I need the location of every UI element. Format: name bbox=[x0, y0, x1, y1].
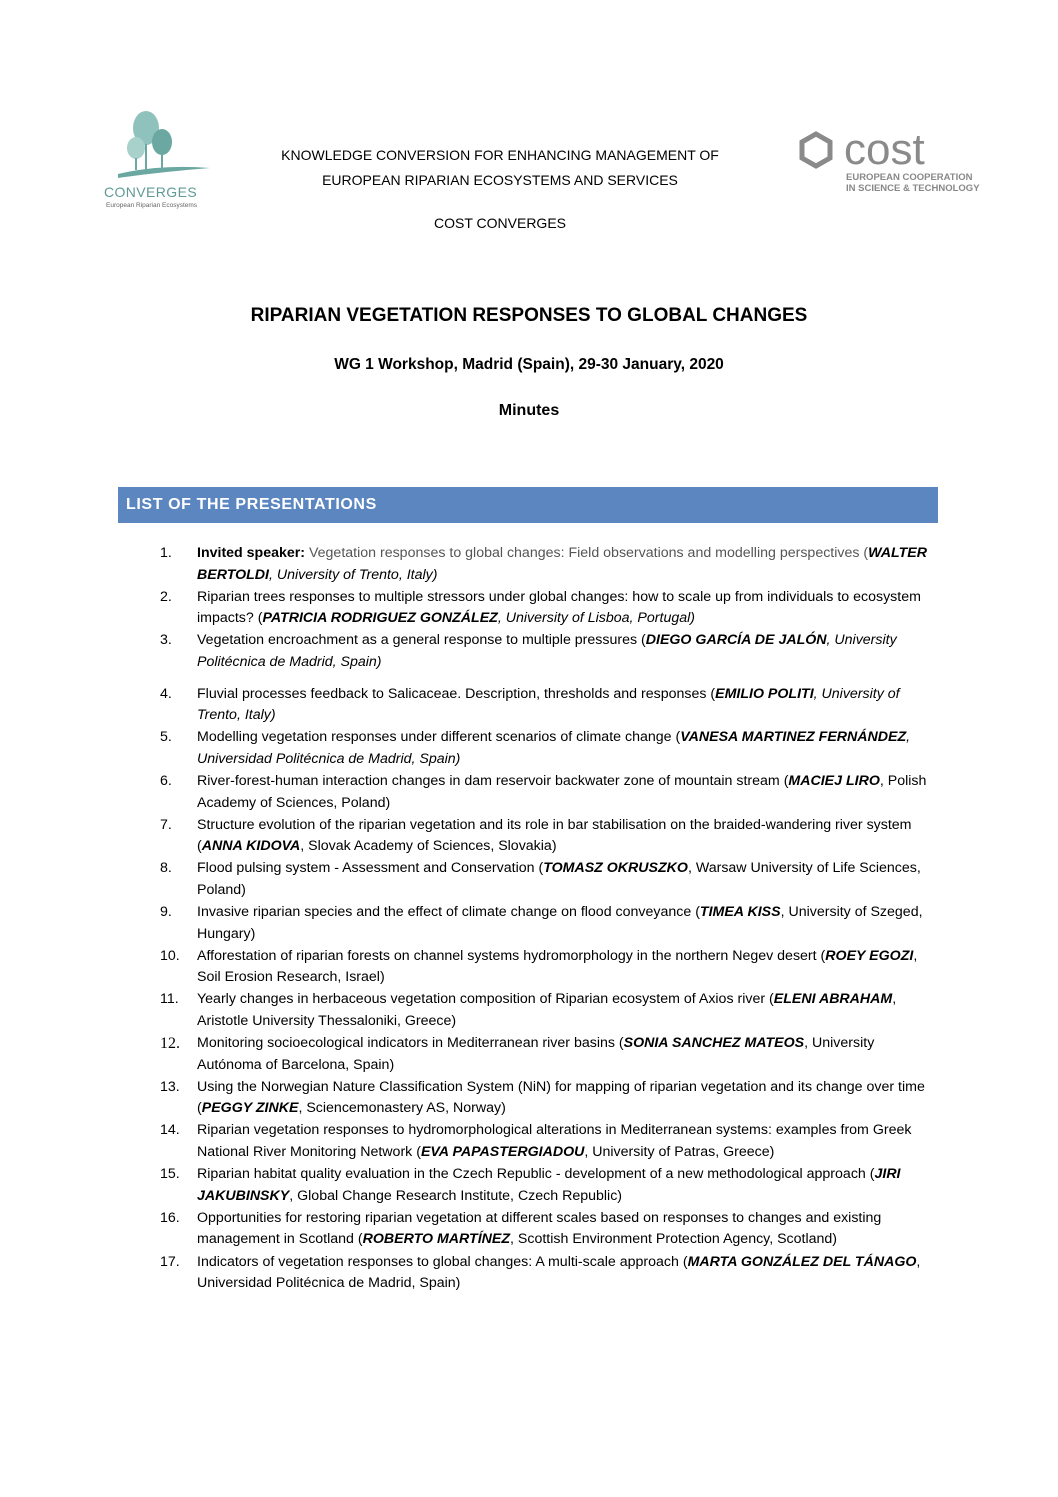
presentation-title: Using the Norwegian Nature Classification System (NiN) for mapping of riparian vegetation and its change over time bbox=[197, 1078, 925, 1095]
list-item-text bbox=[197, 1208, 930, 1251]
list-item-text bbox=[197, 727, 930, 770]
presentation-paren: ( bbox=[691, 904, 700, 920]
presentation-author: ANNA KIDOVA bbox=[201, 838, 301, 855]
presentation-title: Invasive riparian species and the effect of climate change on flood conveyance bbox=[197, 904, 692, 920]
list-item bbox=[160, 1120, 930, 1163]
presentation-paren: ( bbox=[671, 729, 681, 746]
list-item bbox=[160, 684, 930, 727]
list-item-number: 1. bbox=[160, 545, 172, 561]
list-item-text bbox=[197, 946, 930, 989]
list-item-text bbox=[197, 902, 930, 945]
list-item-number: 11. bbox=[160, 991, 179, 1008]
list-item bbox=[160, 727, 930, 770]
presentation-affiliation: , Universidad Politécnica de Madrid, Spain) bbox=[197, 1253, 921, 1292]
header-line-2: EUROPEAN RIPARIAN ECOSYSTEMS AND SERVICES bbox=[322, 172, 678, 188]
cost-logo-subtitle bbox=[846, 172, 980, 194]
list-item-text bbox=[197, 1077, 930, 1120]
list-item-number: 12. bbox=[160, 1035, 180, 1053]
presentation-title: Monitoring socioecological indicators in Mediterranean river basins bbox=[197, 1035, 615, 1052]
workshop-line: WG 1 Workshop, Madrid (Spain), 29-30 January, 2020 bbox=[334, 356, 724, 373]
presentation-title: Structure evolution of the riparian vegetation and its role in bar stabilisation on the braided-wandering river system bbox=[197, 816, 912, 833]
presentation-paren: ( bbox=[353, 1231, 363, 1248]
section-header-presentations: LIST OF THE PRESENTATIONS bbox=[118, 487, 938, 523]
list-item bbox=[160, 989, 930, 1032]
presentation-affiliation: , University Autónoma of Barcelona, Spain) bbox=[197, 1035, 875, 1073]
presentation-author: SONIA SANCHEZ MATEOS bbox=[623, 1035, 805, 1052]
document-title: RIPARIAN VEGETATION RESPONSES TO GLOBAL CHANGES bbox=[250, 305, 808, 326]
presentation-affiliation: , Slovak Academy of Sciences, Slovakia) bbox=[300, 838, 557, 855]
list-item bbox=[160, 543, 930, 586]
presentation-affiliation: , University of Trento, Italy) bbox=[269, 566, 438, 583]
list-item-number: 7. bbox=[160, 816, 172, 833]
list-item bbox=[160, 587, 930, 630]
list-item bbox=[160, 1077, 930, 1120]
trees-icon bbox=[100, 108, 218, 188]
list-item bbox=[160, 815, 930, 858]
list-item-text bbox=[197, 1164, 930, 1207]
presentation-title: Yearly changes in herbaceous vegetation composition of Riparian ecosystem of Axios river bbox=[197, 991, 766, 1008]
converges-logo-subtitle: European Riparian Ecosystems bbox=[106, 202, 198, 209]
presentation-author: PEGGY ZINKE bbox=[201, 1100, 299, 1117]
presentation-affiliation: , University of Patras, Greece) bbox=[584, 1144, 775, 1161]
list-item-number: 8. bbox=[160, 860, 172, 877]
converges-logo-text: CONVERGES bbox=[104, 184, 198, 200]
presentation-affiliation: , Polish Academy of Sciences, Poland) bbox=[197, 772, 927, 811]
presentation-author: ROEY EGOZI bbox=[825, 947, 914, 964]
presentation-title: Afforestation of riparian forests on channel systems hydromorphology in the northern Negev desert bbox=[197, 947, 817, 964]
presentation-title: Riparian vegetation responses to hydromorphological alterations in Mediterranean systems: examples from Greek National River Monitoring Network bbox=[197, 1122, 912, 1161]
header-line-1: KNOWLEDGE CONVERSION FOR ENHANCING MANAGEMENT OF bbox=[281, 147, 719, 163]
presentation-affiliation: , Aristotle University Thessaloniki, Greece) bbox=[197, 991, 897, 1029]
presentation-title: Riparian trees responses to multiple stressors under global changes: how to scale up from individuals to ecosystem impacts? bbox=[197, 588, 921, 627]
presentation-paren: ( bbox=[865, 1166, 875, 1183]
presentation-paren: ( bbox=[779, 772, 789, 789]
presentation-affiliation: , Scottish Environment Protection Agency, Scotland) bbox=[510, 1231, 838, 1248]
presentation-author: WALTER BERTOLDI bbox=[197, 545, 927, 583]
list-item-number: 6. bbox=[160, 772, 172, 789]
cost-logo bbox=[796, 128, 992, 204]
presentation-paren: ( bbox=[534, 860, 544, 877]
header-line-3: COST CONVERGES bbox=[434, 215, 566, 231]
presentation-title: Riparian habitat quality evaluation in the Czech Republic - development of a new methodological approach bbox=[197, 1166, 866, 1183]
presentation-title: Modelling vegetation responses under different scenarios of climate change bbox=[197, 729, 672, 746]
presentation-affiliation: , Soil Erosion Research, Israel) bbox=[197, 947, 918, 986]
list-item bbox=[160, 1164, 930, 1207]
list-item bbox=[160, 771, 930, 814]
list-item bbox=[160, 1252, 930, 1295]
presentation-affiliation: , University of Trento, Italy) bbox=[197, 685, 900, 724]
cost-subtitle-line-2: IN SCIENCE & TECHNOLOGY bbox=[846, 183, 980, 194]
list-item-text bbox=[197, 1120, 930, 1163]
presentation-affiliation: , University of Lisboa, Portugal) bbox=[497, 610, 695, 627]
list-item-number: 5. bbox=[160, 729, 172, 746]
list-item-number: 4. bbox=[160, 685, 172, 702]
list-item-number: 16. bbox=[160, 1209, 180, 1226]
converges-logo bbox=[100, 108, 218, 212]
cost-logo-text: cost bbox=[844, 128, 925, 172]
list-item bbox=[160, 902, 930, 945]
list-item-number: 13. bbox=[160, 1078, 180, 1095]
presentation-paren: ( bbox=[706, 685, 716, 702]
list-item-number: 15. bbox=[160, 1166, 180, 1183]
presentation-title: Vegetation encroachment as a general response to multiple pressures bbox=[197, 632, 638, 649]
cost-hexagon-icon bbox=[796, 128, 992, 172]
list-item-number: 17. bbox=[160, 1253, 180, 1270]
presentation-paren: ( bbox=[253, 610, 263, 627]
list-item bbox=[160, 1033, 930, 1076]
list-item bbox=[160, 630, 930, 673]
presentation-author: JIRI JAKUBINSKY bbox=[197, 1166, 901, 1204]
presentation-paren: ( bbox=[614, 1035, 624, 1052]
list-item-text bbox=[197, 858, 930, 901]
presentation-title: Vegetation responses to global changes: Field observations and modelling perspectives bbox=[305, 545, 860, 561]
presentation-paren: ( bbox=[197, 838, 202, 855]
presentation-author: EMILIO POLITI bbox=[715, 685, 814, 702]
list-item-text bbox=[197, 1252, 930, 1295]
presentation-title: Indicators of vegetation responses to global changes: A multi-scale approach bbox=[197, 1253, 679, 1270]
presentations-list bbox=[160, 543, 930, 1295]
presentation-paren: ( bbox=[197, 1100, 202, 1117]
list-item-number: 14. bbox=[160, 1122, 180, 1139]
presentation-author: TIMEA KISS bbox=[699, 904, 781, 920]
list-item bbox=[160, 858, 930, 901]
list-item-text bbox=[197, 587, 930, 630]
presentation-author: DIEGO GARCÍA DE JALÓN bbox=[645, 632, 827, 649]
presentation-title: Flood pulsing system - Assessment and Conservation bbox=[197, 860, 535, 877]
presentation-author: EVA PAPASTERGIADOU bbox=[420, 1144, 585, 1161]
presentation-affiliation: , Warsaw University of Life Sciences, Poland) bbox=[197, 860, 921, 898]
list-item-text bbox=[197, 630, 930, 673]
presentation-affiliation: , University of Szeged, Hungary) bbox=[197, 904, 923, 942]
presentation-title: River-forest-human interaction changes in dam reservoir backwater zone of mountain stream bbox=[197, 772, 780, 789]
presentation-author: PATRICIA RODRIGUEZ GONZÁLEZ bbox=[262, 610, 498, 627]
list-item bbox=[160, 946, 930, 989]
minutes-heading: Minutes bbox=[498, 402, 560, 419]
list-item-text bbox=[197, 684, 930, 727]
cost-subtitle-line-1: EUROPEAN COOPERATION bbox=[846, 172, 973, 183]
presentation-paren: ( bbox=[678, 1253, 688, 1270]
presentation-paren: ( bbox=[859, 545, 869, 561]
presentation-affiliation: , University Politécnica de Madrid, Spain) bbox=[197, 632, 897, 670]
list-item-number: 9. bbox=[160, 904, 172, 920]
list-item-text bbox=[197, 989, 930, 1032]
presentation-title: Fluvial processes feedback to Salicaceae. Description, thresholds and responses bbox=[197, 685, 707, 702]
list-item-text bbox=[197, 543, 930, 586]
presentation-affiliation: , Sciencemonastery AS, Norway) bbox=[298, 1100, 506, 1117]
presentation-author: MARTA GONZÁLEZ DEL TÁNAGO bbox=[687, 1253, 917, 1270]
list-item-text bbox=[197, 771, 930, 814]
list-item-number: 3. bbox=[160, 632, 172, 649]
presentation-paren: ( bbox=[816, 947, 826, 964]
presentation-paren: ( bbox=[412, 1144, 421, 1161]
presentation-author: ROBERTO MARTÍNEZ bbox=[362, 1231, 511, 1248]
presentation-author: MACIEJ LIRO bbox=[788, 772, 880, 789]
presentation-lead: Invited speaker: bbox=[197, 545, 306, 561]
presentation-author: ELENI ABRAHAM bbox=[773, 991, 893, 1008]
presentation-author: TOMASZ OKRUSZKO bbox=[543, 860, 688, 877]
presentation-author: VANESA MARTINEZ FERNÁNDEZ bbox=[680, 729, 907, 746]
presentation-affiliation: , Universidad Politécnica de Madrid, Spain) bbox=[197, 729, 911, 767]
list-item bbox=[160, 1208, 930, 1251]
presentation-affiliation: , Global Change Research Institute, Czech Republic) bbox=[289, 1187, 623, 1204]
list-item-text bbox=[197, 815, 930, 858]
presentation-title: Opportunities for restoring riparian vegetation at different scales based on responses to changes and existing management in Scotland bbox=[197, 1209, 882, 1248]
presentation-paren: ( bbox=[765, 991, 774, 1008]
list-item-text bbox=[197, 1033, 930, 1076]
list-item-number: 10. bbox=[160, 947, 180, 964]
presentation-paren: ( bbox=[637, 632, 646, 649]
list-item-number: 2. bbox=[160, 588, 172, 605]
